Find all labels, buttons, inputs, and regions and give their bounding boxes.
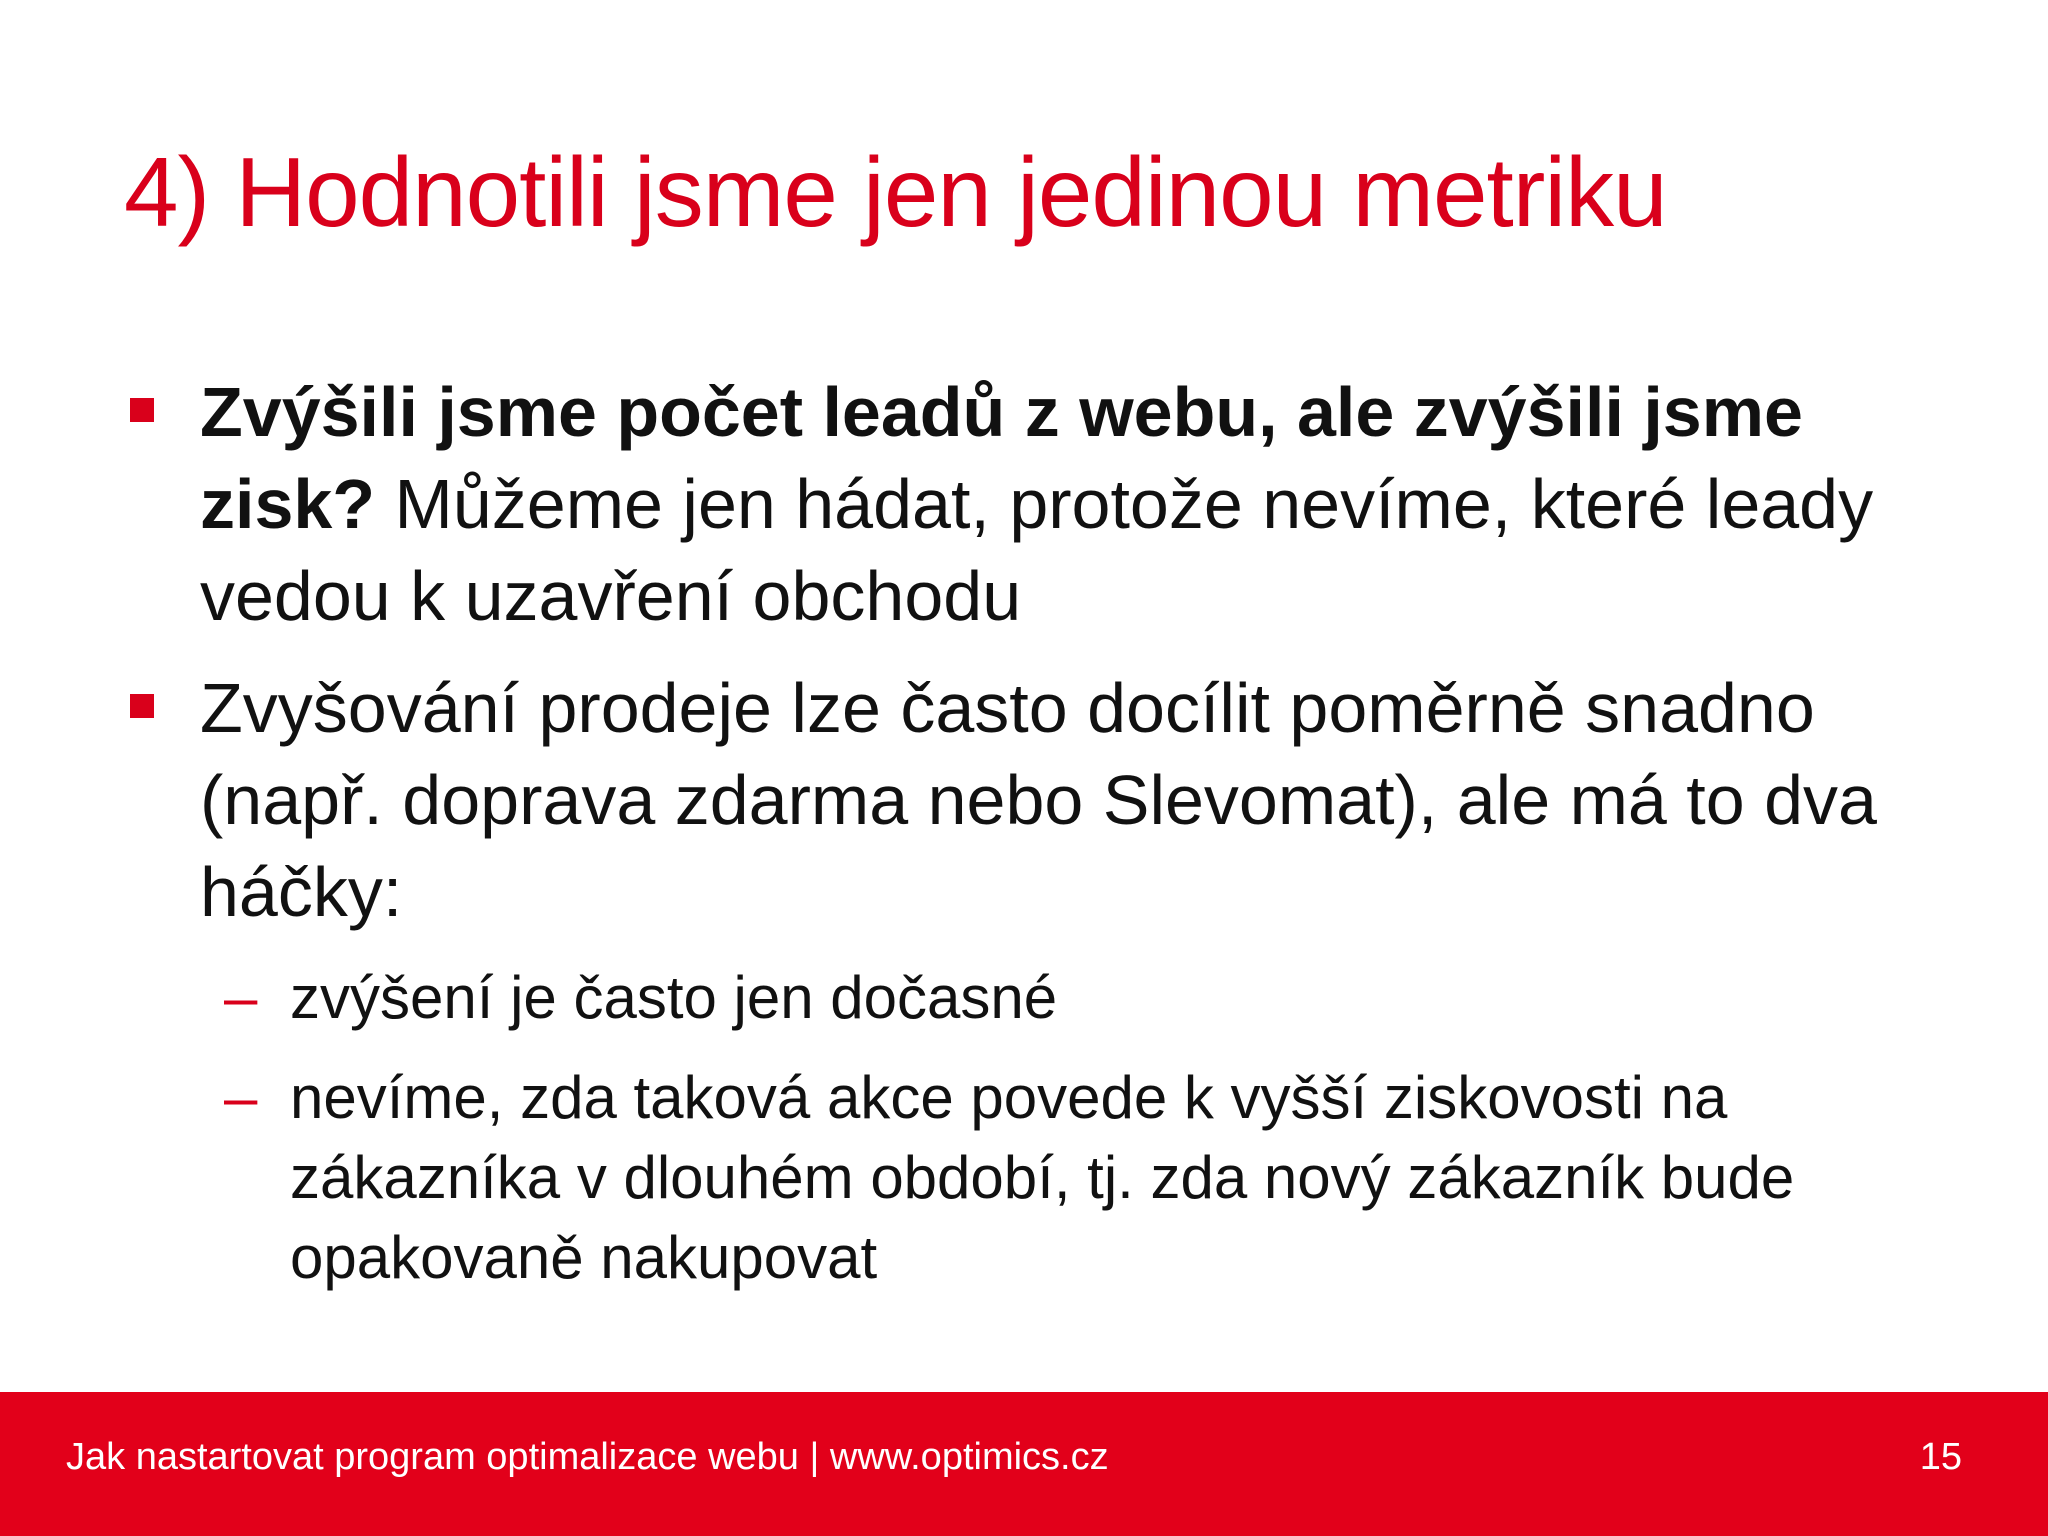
sub-bullet-text: zvýšení je často jen dočasné (290, 964, 1058, 1031)
bullet-text: Zvyšování prodeje lze často docílit poměrně snadno (např. doprava zdarma nebo Slevomat), ale má to dva háčky: (200, 669, 1877, 931)
footer-text: Jak nastartovat program optimalizace webu | www.optimics.cz (66, 1436, 1109, 1478)
sub-bullet-item (130, 1058, 1930, 1298)
dash-bullet-icon: – (224, 964, 258, 1031)
slide-title: 4) Hodnotili jsme jen jedinou metriku (124, 137, 1667, 247)
slide-content (130, 366, 1930, 1318)
page-number: 15 (1919, 1436, 1962, 1478)
sub-bullet-text: nevíme, zda taková akce povede k vyšší ziskovosti na zákazníka v dlouhém období, tj. zda nový zákazník bude opakovaně nakupovat (290, 1064, 1795, 1291)
bullet-item (130, 662, 1930, 938)
bullet-text: Můžeme jen hádat, protože nevíme, které leady vedou k uzavření obchodu (200, 465, 1874, 635)
square-bullet-icon (130, 694, 154, 718)
bullet-item (130, 366, 1930, 642)
dash-bullet-icon: – (224, 1064, 258, 1131)
bullet-bold-text: Zvýšili jsme počet leadů z webu, ale zvýšili jsme zisk? (200, 373, 1803, 543)
square-bullet-icon (130, 398, 154, 422)
sub-bullet-item (130, 958, 1930, 1038)
footer-bar (0, 1392, 2048, 1536)
